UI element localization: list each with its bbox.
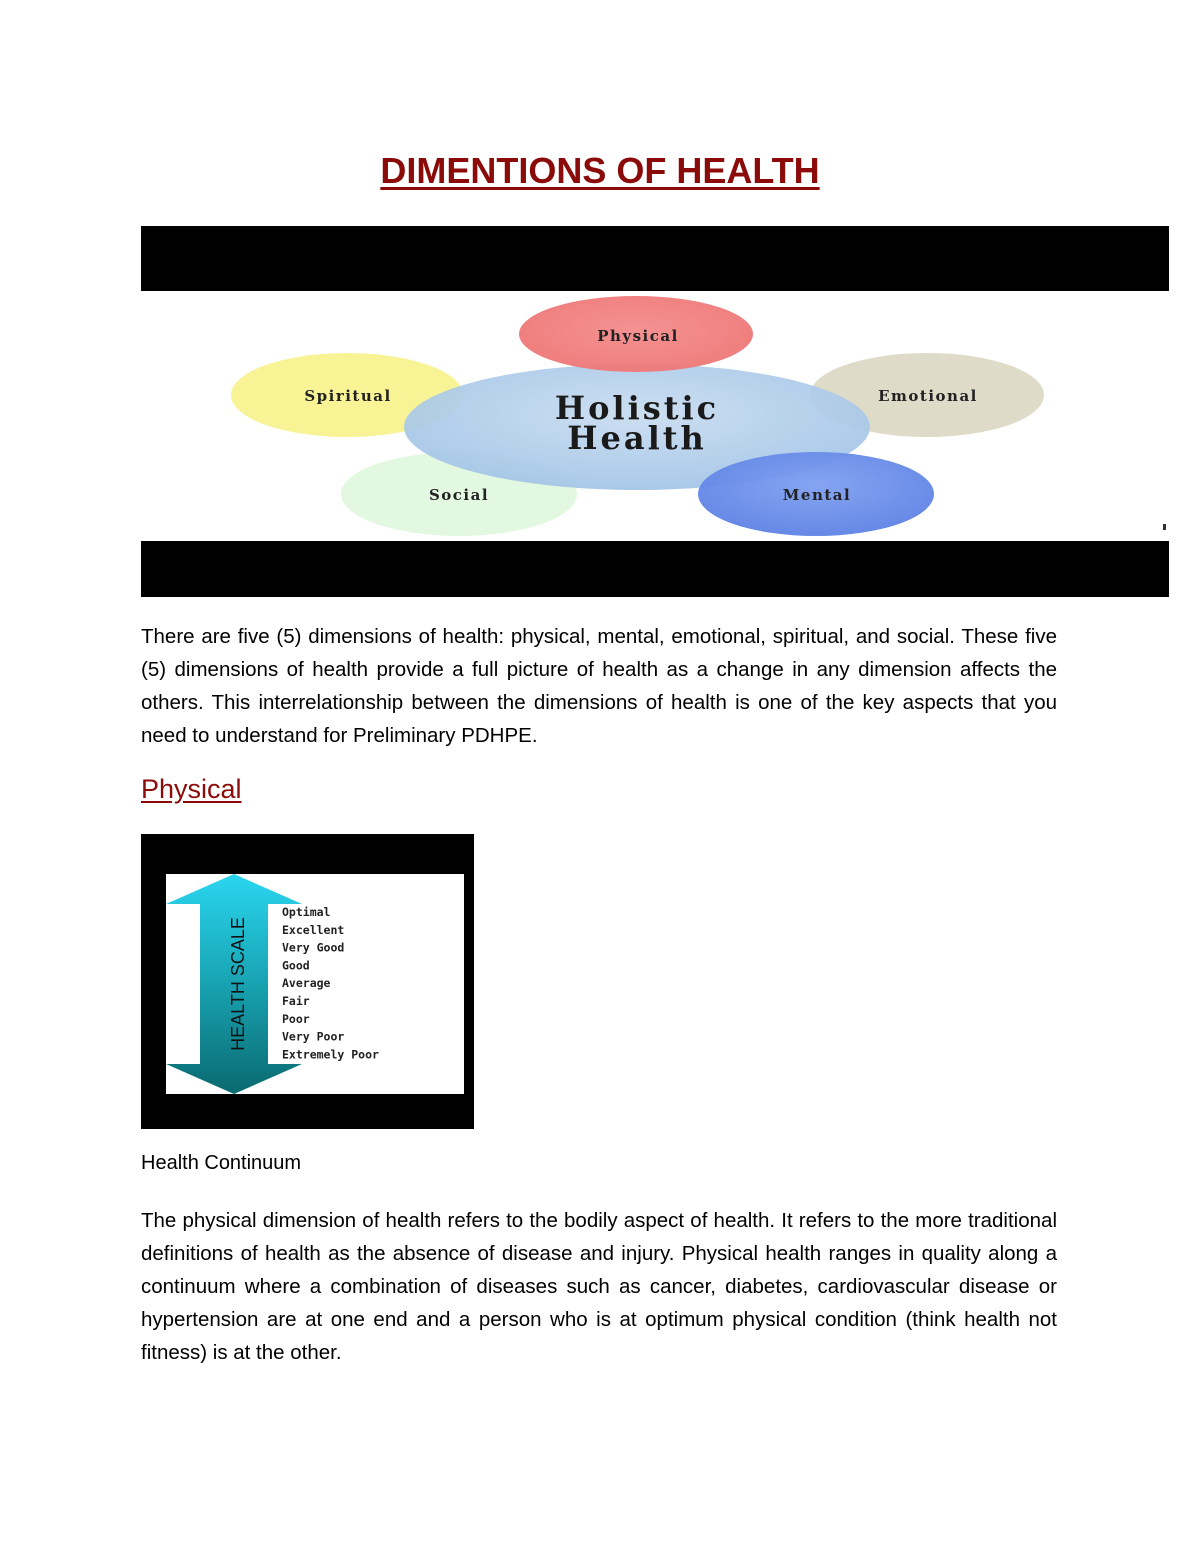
health-scale-figure [141,834,474,1129]
physical-heading: Physical [141,774,242,804]
health-scale-level: Excellent [282,922,345,937]
spiritual-label: Spiritual [304,387,392,405]
health-scale-axis-label: HEALTH SCALE [228,917,248,1051]
intro-paragraph: There are five (5) dimensions of health: physical, mental, emotional, spiritual, and social. These five (5) dimensions of health provide a full picture of health as a change in any dimension affects the others. This interrelationship between the dimensions of health is one of the key aspects that you need to understand for Preliminary PDHPE. [141,625,1057,747]
health-scale-level: Extremely Poor [282,1047,379,1062]
holistic-label-line1: Holistic [554,389,720,427]
physical-paragraph: The physical dimension of health refers to the bodily aspect of health. It refers to the more traditional definitions of health as the absence of disease and injury. Physical health ranges in quality along a continuum where a combination of diseases such as cancer, diabetes, cardiovascular disease or hypertension are at one end and a person who is at optimum physical condition (think health not fitness) is at the other. [141,1209,1057,1364]
diagram-top-band [141,226,1169,291]
diagram-bottom-band [141,541,1169,597]
page-title: DIMENTIONS OF HEALTH [380,150,820,191]
health-scale-level: Optimal [282,905,331,919]
health-scale-level: Very Poor [282,1029,345,1044]
figure-caption: Health Continuum [141,1152,302,1174]
holistic-health-diagram [141,291,1169,541]
emotional-label: Emotional [878,387,978,405]
stray-mark [1163,524,1166,530]
health-scale-level: Poor [282,1011,310,1026]
health-scale-level: Very Good [282,940,345,955]
holistic-label-line2: Health [567,419,707,457]
social-label: Social [428,486,490,504]
health-scale-level: Average [282,976,331,991]
mental-label: Mental [782,486,852,504]
physical-label: Physical [597,327,679,345]
health-scale-level: Good [282,958,310,973]
health-scale-level: Fair [282,994,310,1008]
